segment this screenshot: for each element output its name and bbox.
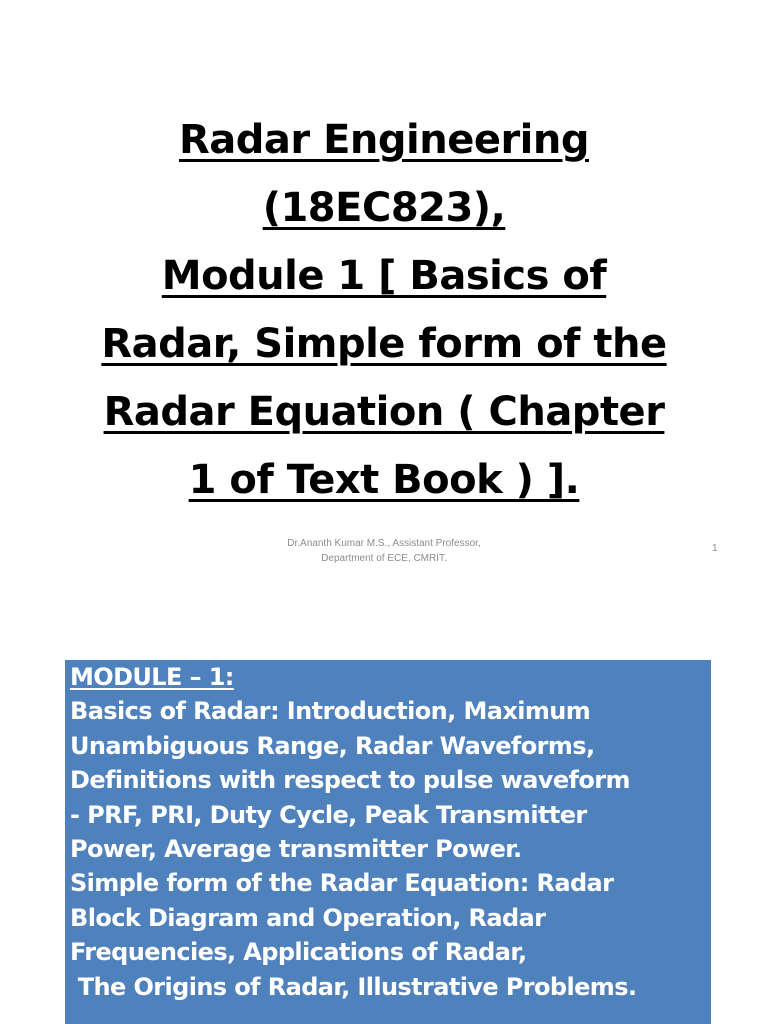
footer-author-line: Dr.Ananth Kumar M.S., Assistant Professor, bbox=[287, 538, 481, 549]
slide-footer-author bbox=[234, 536, 534, 566]
title-line: 1 of Text Book ) ]. bbox=[188, 457, 580, 503]
module-heading: MODULE – 1: bbox=[70, 663, 234, 691]
module-text bbox=[70, 660, 711, 1004]
module-line: Simple form of the Radar Equation: Radar bbox=[70, 869, 614, 898]
module-heading-row bbox=[70, 660, 711, 694]
module-line: Basics of Radar: Introduction, Maximum bbox=[70, 697, 591, 726]
module-line: Unambiguous Range, Radar Waveforms, bbox=[70, 731, 595, 760]
slide-page-number: 1 bbox=[712, 543, 718, 554]
module-line: Power, Average transmitter Power. bbox=[70, 835, 522, 864]
title-line: Radar, Simple form of the bbox=[101, 321, 667, 367]
title-line: Radar Equation ( Chapter bbox=[103, 389, 665, 435]
module-line: Definitions with respect to pulse waveform bbox=[70, 766, 630, 795]
slide-title bbox=[40, 106, 728, 514]
module-line: Block Diagram and Operation, Radar bbox=[70, 903, 546, 932]
title-line: (18EC823), bbox=[262, 185, 506, 231]
title-line: Radar Engineering bbox=[179, 117, 589, 163]
footer-department-line: Department of ECE, CMRIT. bbox=[321, 553, 447, 564]
title-line: Module 1 [ Basics of bbox=[161, 253, 607, 299]
module-line: - PRF, PRI, Duty Cycle, Peak Transmitter bbox=[70, 800, 587, 829]
module-line: The Origins of Radar, Illustrative Problems. bbox=[70, 972, 637, 1001]
module-line: Frequencies, Applications of Radar, bbox=[70, 938, 527, 967]
module-content-box bbox=[65, 660, 711, 1024]
